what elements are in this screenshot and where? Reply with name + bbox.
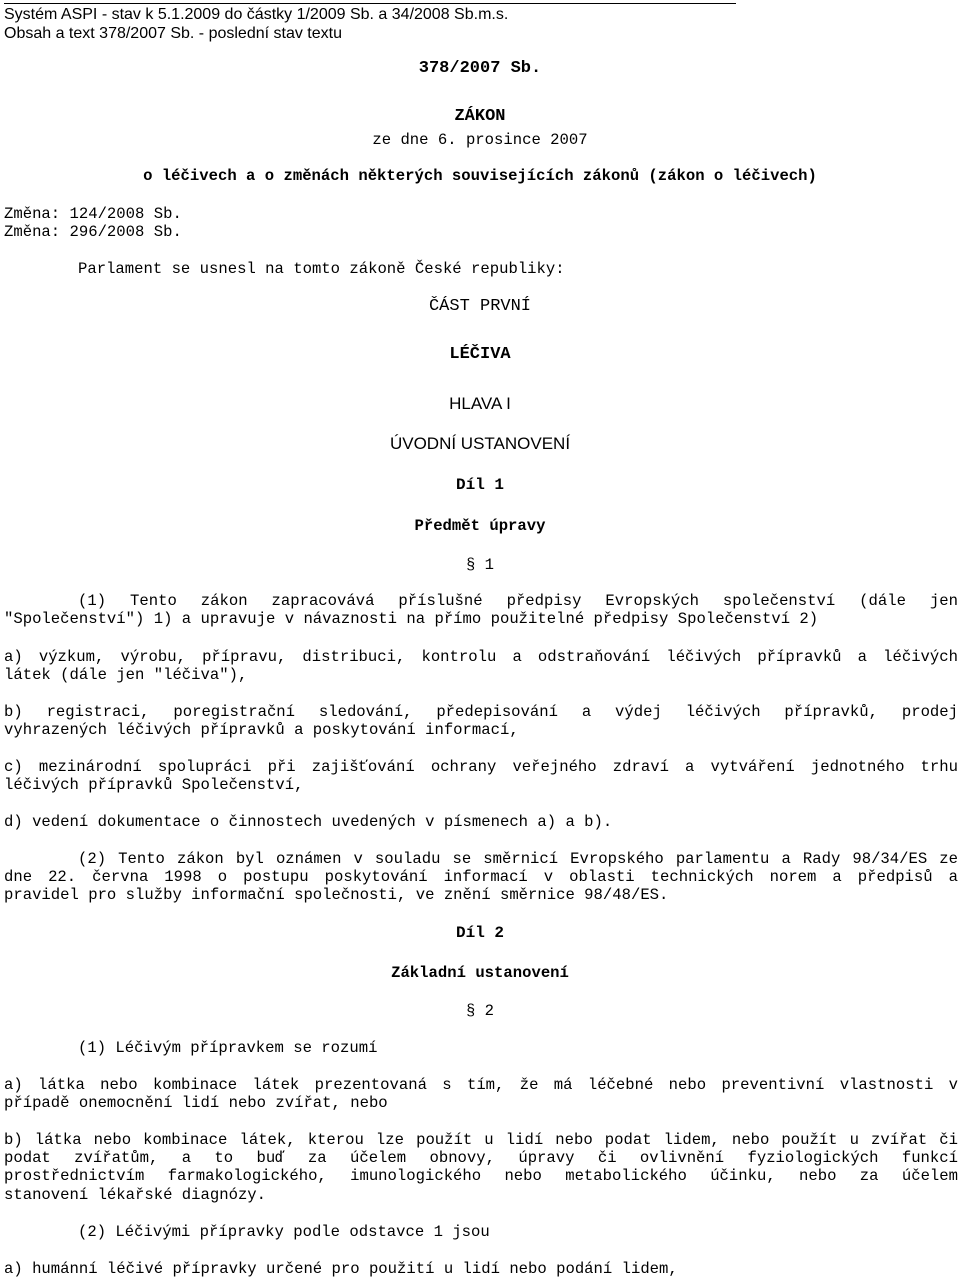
- s1-p1-line-1: (1) Tento zákon zapracovává příslušné předpisy Evropských společenství (dále jen: [78, 592, 958, 610]
- s1-item-a: [4, 648, 958, 684]
- s2-b-line-3: prostřednictvím farmakologického, imunologického nebo metabolického účinku, nebo za účelem: [4, 1167, 958, 1186]
- s1-d-line-1: d) vedení dokumentace o činnostech uvedených v písmenech a) a b).: [4, 813, 613, 831]
- chapter-label: HLAVA I: [449, 394, 511, 413]
- law-title: o léčivech a o změnách některých souvisejících zákonů (zákon o léčivech): [143, 167, 817, 185]
- s1-b-line-1: b) registraci, poregistrační sledování, předepisování a výdej léčivých přípravků, prodej: [4, 703, 958, 721]
- header-line-2: Obsah a text 378/2007 Sb. - poslední stav textu: [4, 24, 342, 42]
- law-type: ZÁKON: [454, 107, 506, 126]
- s2-a-line-1: a) látka nebo kombinace látek prezentovaná s tím, že má léčebné nebo preventivní vlastnosti v: [4, 1076, 958, 1094]
- chapter-title: ÚVODNÍ USTANOVENÍ: [389, 434, 571, 453]
- header-rule: [4, 3, 736, 4]
- s1-p2-line-2: dne 22. června 1998 o postupu poskytování informací v oblasti technických norem a předpisů a: [4, 868, 958, 887]
- s1-p2-line-3: pravidel pro služby informační společnosti, ve znění směrnice 98/48/ES.: [4, 886, 669, 905]
- s2-item-a: [4, 1076, 958, 1112]
- s2-b-line-4: stanovení lékařské diagnózy.: [4, 1185, 267, 1204]
- dil-1-label: Díl 1: [455, 476, 504, 494]
- s2-paragraph-2: (2) Léčivými přípravky podle odstavce 1 jsou: [78, 1223, 490, 1241]
- s2-b-line-1: b) látka nebo kombinace látek, kterou lze použít u lidí nebo podat lidem, nebo použít u zvířat či: [4, 1131, 958, 1149]
- header-line-1: Systém ASPI - stav k 5.1.2009 do částky 1/2009 Sb. a 34/2008 Sb.m.s.: [4, 6, 509, 23]
- s1-c-line-1: c) mezinárodní spolupráci při zajišťování ochrany veřejného zdraví a vytváření jednotného trhu: [4, 758, 958, 776]
- law-date: ze dne 6. prosince 2007: [372, 131, 588, 149]
- s1-paragraph-1: [4, 592, 958, 628]
- dil-2-label: Díl 2: [455, 924, 504, 942]
- preamble: Parlament se usnesl na tomto zákoně České republiky:: [78, 260, 565, 278]
- amendment-1: Změna: 124/2008 Sb.: [4, 205, 182, 223]
- paragraph-2-label: § 2: [465, 1002, 495, 1020]
- s1-c-line-2: léčivých přípravků Společenství,: [4, 776, 304, 795]
- s1-b-line-2: vyhrazených léčivých přípravků a poskytování informací,: [4, 721, 519, 740]
- s1-item-d: [4, 813, 958, 831]
- s2-a-line-2: případě onemocnění lidí nebo zvířat, nebo: [4, 1094, 388, 1113]
- amendment-2: Změna: 296/2008 Sb.: [4, 223, 182, 241]
- dil-2-title: Základní ustanovení: [391, 964, 569, 982]
- part-title: LÉČIVA: [449, 345, 511, 364]
- s1-p2-line-1: (2) Tento zákon byl oznámen v souladu se směrnicí Evropského parlamentu a Rady 98/34/ES ze: [78, 850, 958, 868]
- s1-a-line-2: látek (dále jen "léčiva"),: [4, 666, 248, 685]
- s1-item-c: [4, 758, 958, 794]
- s2-b-line-2: podat zvířatům, a to buď za účelem obnovy, úpravy či ovlivnění fyziologických funkcí: [4, 1149, 958, 1168]
- s2-paragraph-1: (1) Léčivým přípravkem se rozumí: [78, 1039, 378, 1057]
- part-label: ČÁST PRVNÍ: [428, 297, 532, 316]
- s1-a-line-1: a) výzkum, výrobu, přípravu, distribuci, kontrolu a odstraňování léčivých přípravků a léčivých: [4, 648, 958, 666]
- s2-item-b: [4, 1131, 958, 1204]
- law-number: 378/2007 Sb.: [418, 59, 542, 78]
- s1-paragraph-2: [4, 850, 958, 905]
- s2-paragraph-2-item-a: a) humánní léčivé přípravky určené pro použití u lidí nebo podání lidem,: [4, 1260, 678, 1278]
- s1-item-b: [4, 703, 958, 739]
- s1-p1-line-2: "Společenství") 1) a upravuje v návaznosti na přímo použitelné předpisy Společenství 2): [4, 610, 819, 629]
- paragraph-1-label: § 1: [465, 556, 495, 574]
- dil-1-title: Předmět úpravy: [414, 517, 546, 535]
- system-header: [4, 6, 508, 43]
